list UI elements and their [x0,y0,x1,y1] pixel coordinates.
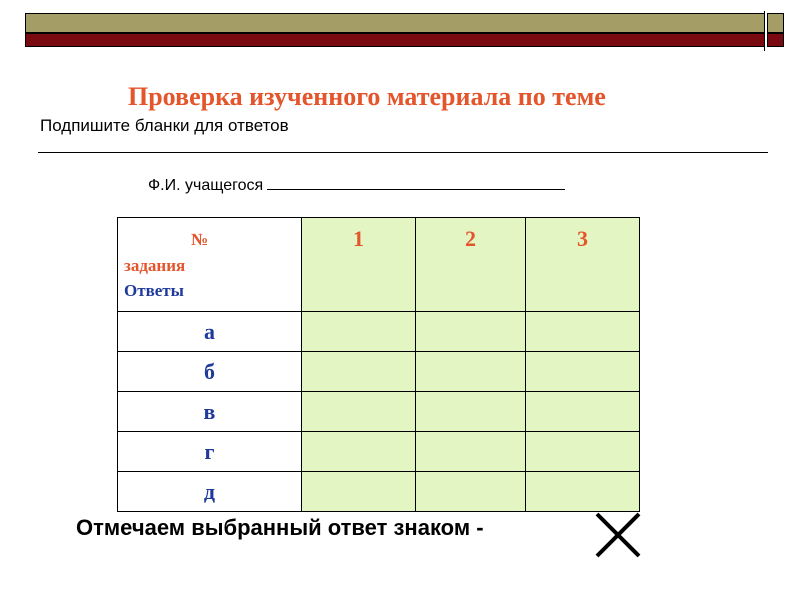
header-answers-label: Ответы [124,281,184,300]
header-bar-olive [25,13,765,33]
row-label-a: а [118,312,302,352]
divider-line [38,152,768,153]
answer-cell[interactable] [416,352,526,392]
answer-cell[interactable] [416,392,526,432]
header-task-label: задания [124,256,186,275]
student-name-blank [267,175,565,190]
answer-cell[interactable] [416,432,526,472]
student-name-label: Ф.И. учащегося [148,177,264,194]
answer-cell[interactable] [416,472,526,512]
instruction-note: Отмечаем выбранный ответ знаком - [76,515,484,540]
answer-cell[interactable] [302,472,416,512]
row-label-d: д [118,472,302,512]
column-header-1: 1 [302,218,416,312]
table-row [118,312,640,352]
answer-cell[interactable] [302,312,416,352]
table-header-row [118,218,640,312]
corner-divider [764,11,771,51]
header-bar-maroon [25,33,765,47]
table-row [118,432,640,472]
answer-cell[interactable] [526,352,640,392]
answer-cell[interactable] [526,312,640,352]
slide-subtitle: Подпишите бланки для ответов [40,116,289,135]
table-row [118,352,640,392]
answer-cell[interactable] [526,472,640,512]
answer-cell[interactable] [416,312,526,352]
row-label-v: в [118,392,302,432]
x-cross-icon [594,512,642,558]
column-header-2: 2 [416,218,526,312]
row-label-b: б [118,352,302,392]
table-row [118,472,640,512]
answer-cell[interactable] [302,392,416,432]
answer-cell[interactable] [526,392,640,432]
column-header-3: 3 [526,218,640,312]
answer-cell[interactable] [302,352,416,392]
table-corner-cell [118,218,302,312]
header-number-sign: № [191,230,209,249]
slide-title: Проверка изученного материала по теме [128,82,606,111]
answer-cell[interactable] [302,432,416,472]
table-row [118,392,640,432]
row-label-g: г [118,432,302,472]
answer-sheet-table [117,217,640,512]
student-name-field [148,175,565,195]
answer-cell[interactable] [526,432,640,472]
